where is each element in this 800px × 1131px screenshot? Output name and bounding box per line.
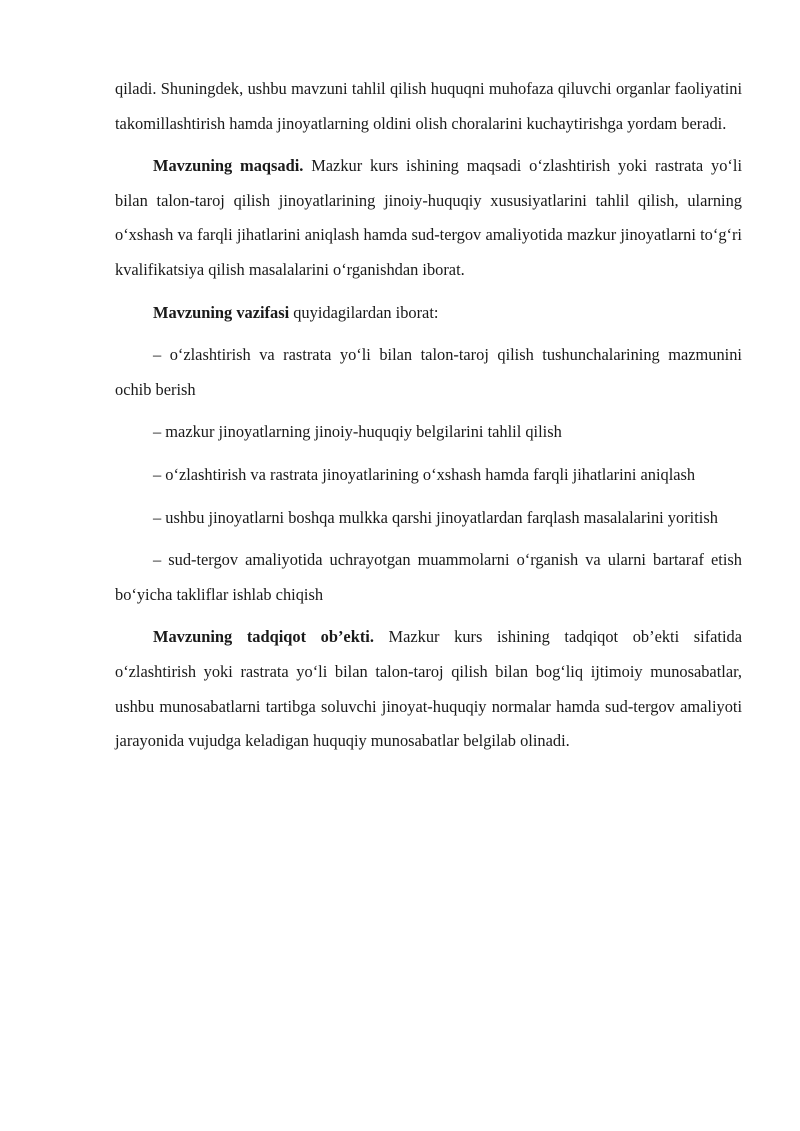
paragraph-text: quyidagilardan iborat: bbox=[289, 302, 439, 322]
paragraph-text: – o‘zlashtirish va rastrata jinoyatlarining o‘xshash hamda farqli jihatlarini aniqlash bbox=[153, 464, 696, 484]
paragraph-text: – o‘zlashtirish va rastrata yo‘li bilan talon-taroj qilish tushunchalarining mazmunini ochib berish bbox=[115, 345, 742, 399]
paragraph-text: qiladi. Shuningdek, ushbu mavzuni tahlil qilish huquqni muhofaza qiluvchi organlar faoliyatini takomillashtirish hamda jinoyatlarning oldini olish choralarini kuchaytirishga yordam beradi. bbox=[115, 79, 742, 133]
paragraph-text: – mazkur jinoyatlarning jinoiy-huquqiy belgilarini tahlil qilish bbox=[153, 422, 562, 442]
paragraph-tasks-intro bbox=[115, 296, 742, 331]
paragraph-text: – ushbu jinoyatlarni boshqa mulkka qarshi jinoyatlardan farqlash masalalarini yoritish bbox=[153, 507, 718, 527]
document-page bbox=[115, 72, 742, 767]
task-list-item bbox=[115, 338, 742, 407]
task-list-item bbox=[115, 415, 742, 450]
paragraph-text: Mazkur kurs ishining tadqiqot ob’ekti sifatida o‘zlashtirish yoki rastrata yo‘li bilan talon-taroj qilish bilan bog‘liq ijtimoiy munosabatlar, ushbu munosabatlarni tartibga soluvchi jinoyat-huquqiy normalar hamda sud-tergov amaliyoti jarayonida vujudga keladigan huquqiy munosabatlar belgilab olinadi. bbox=[115, 627, 743, 751]
task-list-item bbox=[115, 501, 742, 536]
paragraph-purpose bbox=[115, 149, 742, 287]
paragraph-continuation bbox=[115, 72, 742, 141]
task-list-item bbox=[115, 458, 742, 493]
paragraph-text: Mazkur kurs ishining maqsadi o‘zlashtirish yoki rastrata yo‘li bilan talon-taroj qilish jinoyatlarining jinoiy-huquqiy xususiyatlarini tahlil qilish, ularning o‘xshash va farqli jihatlarini aniqlash hamda sud-tergov amaliyotida mazkur jinoyatlarni to‘g‘ri kvalifikatsiya qilish masalalarini o‘rganishdan iborat. bbox=[115, 156, 742, 279]
paragraph-research-object bbox=[115, 620, 742, 758]
purpose-heading: Mavzuning maqsadi. bbox=[153, 156, 304, 176]
paragraph-text: – sud-tergov amaliyotida uchrayotgan muammolarni o‘rganish va ularni bartaraf etish bo‘yicha takliflar ishlab chiqish bbox=[115, 550, 742, 604]
tasks-heading: Mavzuning vazifasi bbox=[153, 302, 290, 322]
research-object-heading: Mavzuning tadqiqot ob’ekti. bbox=[153, 627, 374, 647]
task-list-item bbox=[115, 543, 742, 612]
